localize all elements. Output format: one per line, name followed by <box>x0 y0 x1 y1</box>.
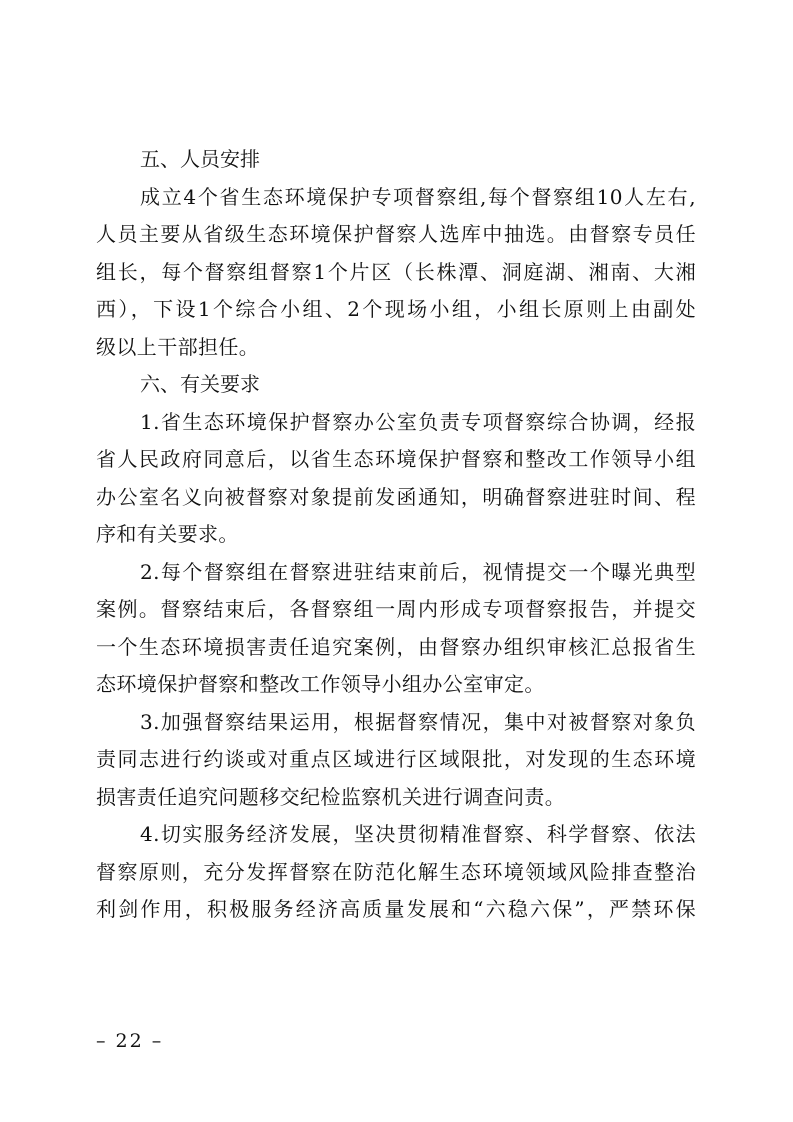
text-line: 级以上干部担任。 <box>96 334 260 359</box>
text-line: 损害责任追究问题移交纪检监察机关进行调查问责。 <box>96 784 566 809</box>
text-line: 态环境保护督察和整改工作领导小组办公室审定。 <box>96 672 545 696</box>
text-line: 组长，每个督察组督察1个片区（长株潭、洞庭湖、湘南、大湘 <box>96 259 696 284</box>
document-body <box>96 141 696 929</box>
text-line: 办公室名义向被督察对象提前发函通知，明确督察进驻时间、程 <box>96 484 696 509</box>
paragraph-personnel <box>96 179 696 367</box>
paragraph-requirement-4 <box>96 816 696 929</box>
section-heading-personnel: 五、人员安排 <box>140 147 260 171</box>
text-line: 1.省生态环境保护督察办公室负责专项督察综合协调，经报 <box>140 409 696 434</box>
text-line: 西），下设1个综合小组、2个现场小组，小组长原则上由副处 <box>96 297 696 321</box>
paragraph-requirement-1 <box>96 404 696 554</box>
text-line: 督察原则，充分发挥督察在防范化解生态环境领域风险排查整治 <box>96 859 696 884</box>
text-line: 序和有关要求。 <box>96 522 239 546</box>
text-line: 人员主要从省级生态环境保护督察人选库中抽选。由督察专员任 <box>96 222 696 246</box>
section-heading-requirements: 六、有关要求 <box>140 372 260 396</box>
text-line: 成立4个省生态环境保护专项督察组,每个督察组10人左右, <box>140 184 696 209</box>
paragraph-requirement-2 <box>96 554 696 704</box>
text-line: 责同志进行约谈或对重点区域进行区域限批，对发现的生态环境 <box>96 747 696 771</box>
text-line: 2.每个督察组在督察进驻结束前后，视情提交一个曝光典型 <box>140 559 696 584</box>
paragraph-requirement-3 <box>96 704 696 817</box>
text-line: 一个生态环境损害责任追究案例，由督察办组织审核汇总报省生 <box>96 634 696 659</box>
text-line: 3.加强督察结果运用，根据督察情况，集中对被督察对象负 <box>140 709 696 734</box>
text-line: 4.切实服务经济发展，坚决贯彻精准督察、科学督察、依法 <box>140 822 696 846</box>
text-line: 案例。督察结束后，各督察组一周内形成专项督察报告，并提交 <box>96 597 696 621</box>
text-line: 利剑作用，积极服务经济高质量发展和“六稳六保”，严禁环保 <box>96 897 696 921</box>
text-line: 省人民政府同意后，以省生态环境保护督察和整改工作领导小组 <box>96 447 696 471</box>
page-number: – 22 – <box>96 1030 164 1052</box>
